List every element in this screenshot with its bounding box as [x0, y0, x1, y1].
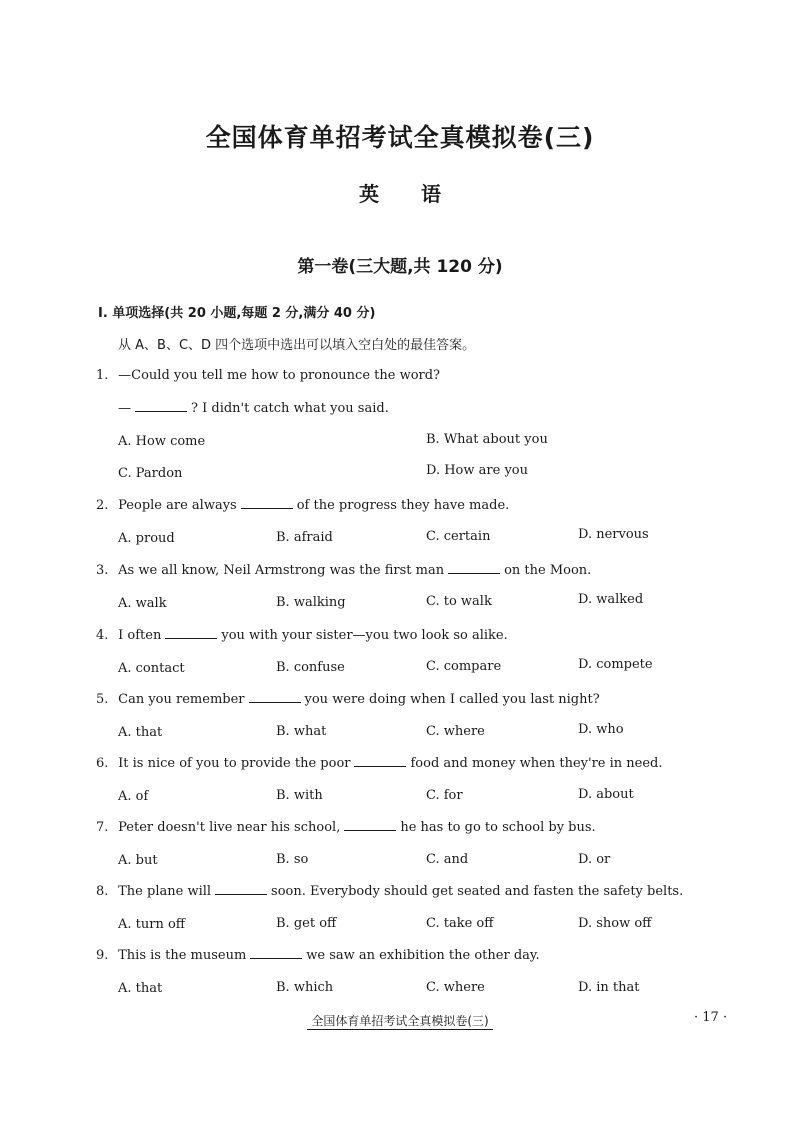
question-text: soon. Everybody should get seated and fasten the safety belts.: [271, 884, 684, 899]
page-number: · 17 ·: [694, 1010, 728, 1025]
option-b: B. with: [276, 788, 323, 803]
question-6: [96, 756, 663, 771]
option-c: C. take off: [426, 916, 494, 931]
question-5: [96, 692, 600, 707]
option-a: A. How come: [118, 434, 206, 449]
question-text: Peter doesn't live near his school,: [118, 820, 341, 835]
option-d: D. compete: [578, 657, 653, 672]
question-7: [96, 820, 596, 835]
option-a: A. that: [118, 725, 163, 740]
answer-blank: [344, 820, 396, 831]
question-2: [96, 498, 509, 513]
section-heading: Ⅰ. 单项选择(共 20 小题,每题 2 分,满分 40 分): [98, 306, 376, 321]
dash: —: [118, 401, 131, 416]
question-text: you with your sister—you two look so alike.: [221, 628, 508, 643]
question-number: 3.: [96, 563, 109, 578]
question-text: The plane will: [118, 884, 212, 899]
option-b: B. get off: [276, 916, 337, 931]
footer-title: 全国体育单招考试全真模拟卷(三): [307, 1014, 492, 1030]
option-a: A. that: [118, 981, 163, 996]
option-a: A. contact: [118, 661, 185, 676]
option-c: C. and: [426, 852, 469, 867]
question-text: People are always: [118, 498, 237, 513]
option-d: D. who: [578, 722, 624, 737]
option-d: D. show off: [578, 916, 652, 931]
question-1-response: [118, 401, 389, 416]
volume-heading: 第一卷(三大题,共 120 分): [297, 257, 503, 277]
option-a: A. proud: [118, 531, 175, 546]
question-text: As we all know, Neil Armstrong was the first man: [118, 563, 445, 578]
option-b: B. so: [276, 852, 309, 867]
option-d: D. How are you: [426, 463, 528, 478]
question-number: 4.: [96, 628, 109, 643]
question-number: 2.: [96, 498, 109, 513]
option-d: D. walked: [578, 592, 644, 607]
option-d: D. about: [578, 787, 634, 802]
option-c: C. where: [426, 980, 485, 995]
question-text: It is nice of you to provide the poor: [118, 756, 351, 771]
option-c: C. Pardon: [118, 466, 183, 481]
option-b: B. What about you: [426, 432, 548, 447]
answer-blank: [448, 563, 500, 574]
option-a: A. of: [118, 789, 149, 804]
option-a: A. but: [118, 853, 158, 868]
question-text: Can you remember: [118, 692, 245, 707]
option-b: B. confuse: [276, 660, 345, 675]
option-a: A. walk: [118, 596, 167, 611]
question-1: [96, 368, 440, 383]
question-3: [96, 563, 591, 578]
answer-blank: [249, 692, 301, 703]
option-b: B. afraid: [276, 530, 333, 545]
question-text: of the progress they have made.: [296, 498, 510, 513]
question-text: This is the museum: [118, 948, 247, 963]
page-footer: [0, 1012, 800, 1029]
option-c: C. compare: [426, 659, 502, 674]
question-9: [96, 948, 540, 963]
question-number: 6.: [96, 756, 109, 771]
answer-blank: [135, 401, 187, 412]
question-number: 5.: [96, 692, 109, 707]
option-c: C. for: [426, 788, 463, 803]
option-b: B. which: [276, 980, 334, 995]
question-text: we saw an exhibition the other day.: [306, 948, 540, 963]
question-text: food and money when they're in need.: [410, 756, 663, 771]
option-b: B. what: [276, 724, 327, 739]
question-text: he has to go to school by bus.: [400, 820, 596, 835]
option-c: C. to walk: [426, 594, 492, 609]
option-c: C. where: [426, 724, 485, 739]
option-c: C. certain: [426, 529, 491, 544]
question-number: 9.: [96, 948, 109, 963]
answer-blank: [250, 948, 302, 959]
question-8: [96, 884, 683, 899]
question-number: 8.: [96, 884, 109, 899]
exam-title: 全国体育单招考试全真模拟卷(三): [205, 123, 595, 152]
question-text: you were doing when I called you last night?: [304, 692, 600, 707]
question-number: 1.: [96, 368, 109, 383]
answer-blank: [165, 628, 217, 639]
answer-blank: [354, 756, 406, 767]
question-text: on the Moon.: [504, 563, 592, 578]
subject-title: 英语: [359, 182, 483, 206]
answer-blank: [241, 498, 293, 509]
option-d: D. in that: [578, 980, 640, 995]
question-4: [96, 628, 508, 643]
question-text: —Could you tell me how to pronounce the word?: [118, 368, 441, 383]
option-a: A. turn off: [118, 917, 186, 932]
question-number: 7.: [96, 820, 109, 835]
option-d: D. or: [578, 852, 611, 867]
answer-blank: [215, 884, 267, 895]
section-instruction: 从 A、B、C、D 四个选项中选出可以填入空白处的最佳答案。: [118, 338, 476, 353]
question-text: ? I didn't catch what you said.: [191, 401, 389, 416]
option-b: B. walking: [276, 595, 346, 610]
option-d: D. nervous: [578, 527, 649, 542]
question-text: I often: [118, 628, 162, 643]
